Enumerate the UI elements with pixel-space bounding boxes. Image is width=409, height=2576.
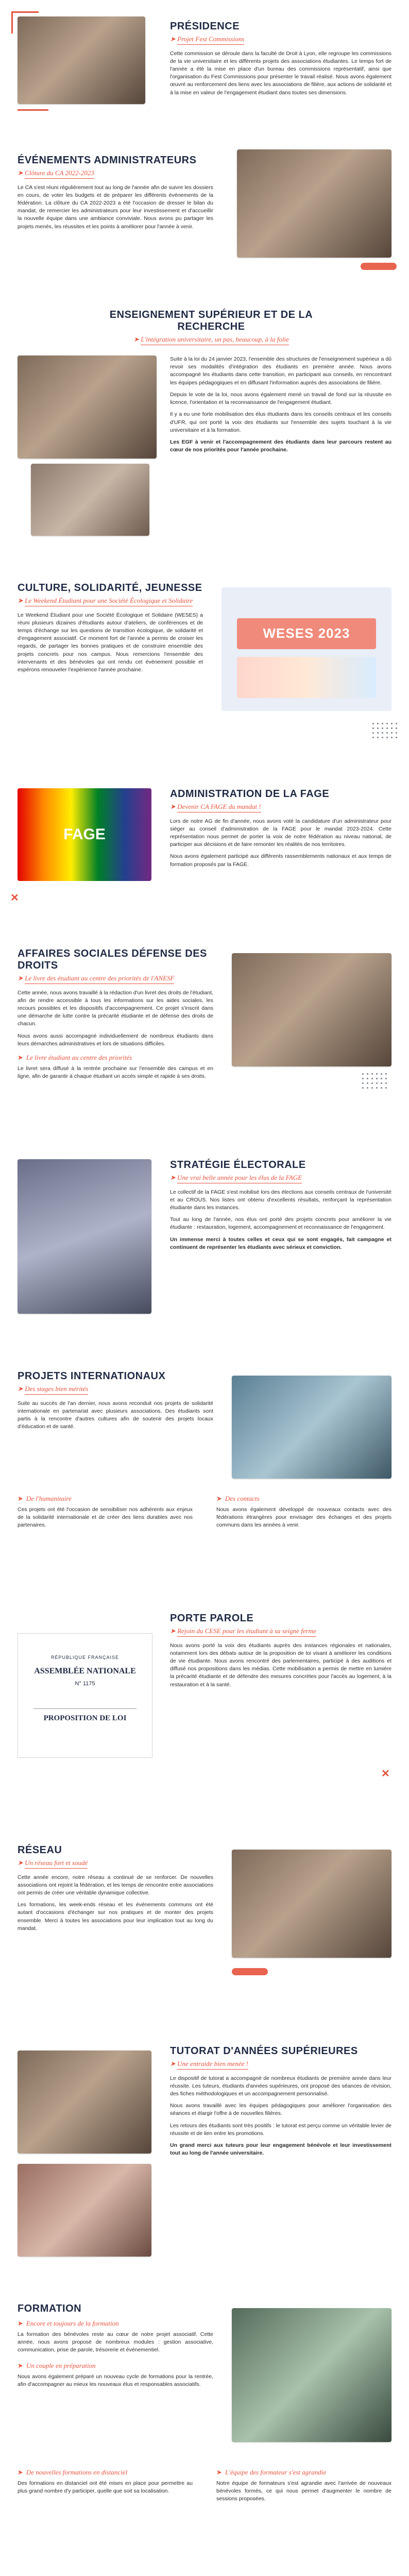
doc-line-3: N° 1175	[75, 1680, 95, 1687]
presidence-title: PRÉSIDENCE	[170, 21, 240, 32]
section-formation	[0, 2298, 409, 2576]
affaires-title: AFFAIRES SOCIALES DÉFENSE DES DROITS	[18, 948, 207, 971]
tutorat-body-4: Un grand merci aux tuteurs pour leur engagement bénévole et leur investissement tout au long de l'année universitaire.	[170, 2142, 391, 2157]
evenements-body: Le CA s'est réuni régulièrement tout au long de l'année afin de suivre les dossiers en cours, de voter les budgets et de préparer les différents événements de la fédération. La clôture du CA 2022-2023 a été l'occasion de dresser le bilan du mandat, de remercier les administrateurs pour leur investissement et d'accueillir la nouvelle équipe dans une ambiance conviviale. Nous avons pu partager les projets menés, les réussites et les points à améliorer pour l'année à venir.	[18, 184, 213, 230]
evenements-subtitle-text: Clôture du CA 2022-2023	[25, 168, 94, 179]
evenements-photo	[237, 149, 391, 258]
section-tutorat	[0, 2040, 409, 2282]
projets-subtitle-left-text: De l'humanitaire	[26, 1495, 72, 1502]
arrow-icon: ➤	[18, 2319, 23, 2327]
enseignement-body-3: Il y a eu une forte mobilisation des élus étudiants dans les conseils centraux et les conseils d'UFR, qui ont porté la voix des étudiants sur l'ensemble des sujets touchant à la vie universitaire et à la formation.	[170, 411, 391, 433]
decor-pill	[232, 1968, 268, 1975]
section-porte-parole	[0, 1602, 409, 1824]
formation-body-3: Des formations en distanciel ont été mises en place pour permettre au plus grand nombre d'y participer, quelle que soit sa localisation.	[18, 2480, 193, 2494]
reseau-subtitle-text: Un réseau fort et soudé	[25, 1858, 88, 1869]
presidence-body: Cette commission se déroule dans la faculté de Droit à Lyon, elle regroupe les commissions de la vie universitaire et les différents projets des associations étudiantes. Le temps fort de l'année a été la mise en place d'un bureau des commissions représentatif, ainsi que l'organisation du Fest Commissions pour présenter le travail réalisé. Nous avons également œuvré au renforcement des liens avec les associations de filière, aux actions de solidarité et à la mise en valeur de l'engagement étudiant dans toutes ses dimensions.	[170, 50, 391, 96]
tutorat-subtitle-text: Une entraide bien menée !	[177, 2059, 248, 2070]
tutorat-photo-1	[18, 2050, 151, 2154]
doc-line-1: RÉPUBLIQUE FRANÇAISE	[50, 1655, 120, 1660]
electorale-subtitle-text: Une vrai belle année pour les élus de la FAGE	[177, 1173, 302, 1183]
enseignement-body-4: Les EGF à venir et l'accompagnement des étudiants dans leur parcours restent au cœur de nos priorités pour l'année prochaine.	[170, 438, 391, 453]
doc-line-4: PROPOSITION DE LOI	[33, 1708, 137, 1723]
projets-photo	[232, 1376, 391, 1479]
admin-subtitle	[170, 802, 391, 812]
section-presidence	[0, 0, 409, 129]
weses-banner-illustration	[237, 657, 376, 698]
admin-title: ADMINISTRATION DE LA FAGE	[170, 788, 330, 800]
evenements-title: ÉVÉNEMENTS ADMINISTRATEURS	[18, 155, 197, 166]
fage-rainbow-image	[18, 788, 151, 881]
arrow-icon: ➤	[216, 1495, 222, 1502]
formation-subtitle-2	[18, 2361, 213, 2370]
enseignement-subtitle-text: L'intégration universitaire, un pas, beaucoup, à la folie	[141, 335, 289, 345]
section-enseignement	[0, 309, 409, 551]
arrow-icon: ➤	[170, 35, 178, 43]
enseignement-title: ENSEIGNEMENT SUPÉRIEUR ET DE LA RECHERCHE	[109, 309, 313, 332]
projets-subtitle-right	[216, 1494, 391, 1503]
affaires-photo	[232, 953, 391, 1066]
formation-subtitle-3	[18, 2468, 193, 2477]
reseau-title: RÉSEAU	[18, 1844, 62, 1856]
decor-x-icon: ✕	[381, 1768, 390, 1780]
arrow-icon: ➤	[18, 2362, 23, 2370]
tutorat-body-3: Les retours des étudiants sont très positifs : le tutorat est perçu comme un véritable levier de réussite et de lien entre les promotions.	[170, 2122, 391, 2137]
section-reseau	[0, 1839, 409, 2025]
arrow-icon: ➤	[18, 1054, 23, 1062]
formation-body-4: Notre équipe de formateurs s'est agrandie avec l'arrivée de nouveaux bénévoles formés, ce qui nous permet d'augmenter le nombre de sessions proposées.	[216, 2480, 391, 2502]
formation-subtitle-3-text: De nouvelles formations en distanciel	[26, 2468, 128, 2476]
formation-subtitle-1	[18, 2319, 213, 2328]
reseau-subtitle	[18, 1858, 213, 1869]
enseignement-photo-2	[31, 464, 149, 536]
affaires-subtitle-1	[18, 974, 213, 984]
arrow-icon: ➤	[18, 2468, 23, 2476]
tutorat-subtitle	[170, 2059, 391, 2070]
arrow-icon: ➤	[18, 1385, 25, 1393]
projets-title: PROJETS INTERNATIONAUX	[18, 1370, 166, 1382]
formation-subtitle-4	[216, 2468, 391, 2477]
decor-pill	[361, 263, 397, 270]
projets-body-2: Ces projets ont été l'occasion de sensibiliser nos adhérents aux enjeux de la solidarité internationale et de créer des liens durables avec nos partenaires.	[18, 1506, 193, 1528]
assemblee-document-image	[18, 1633, 152, 1758]
presidence-subtitle-text: Projet Fest Commissions	[177, 35, 244, 45]
arrow-icon: ➤	[18, 1495, 23, 1502]
section-projets	[0, 1365, 409, 1587]
arrow-icon: ➤	[170, 2060, 178, 2067]
formation-subtitle-4-text: L'équipe des formateur s'est agrandie	[225, 2468, 327, 2476]
section-culture	[0, 572, 409, 768]
reseau-body-2: Les formations, les week-ends réseau et les événements communs ont été autant d'occasions d'échanger sur nos pratiques et de monter des projets ensemble. Merci à toutes les associations pour leur implication tout au long du mandat.	[18, 1902, 213, 1931]
projets-subtitle-left	[18, 1494, 193, 1503]
formation-title: FORMATION	[18, 2303, 82, 2314]
formation-photo	[232, 2308, 391, 2442]
arrow-icon: ➤	[18, 1859, 25, 1867]
porte-parole-subtitle	[170, 1626, 391, 1637]
projets-subtitle	[18, 1384, 213, 1395]
formation-body-2: Nous avons également préparé un nouveau cycle de formations pour la rentrée, afin d'accompagner au mieux les nouveaux élus et responsables associatifs.	[18, 2373, 213, 2387]
culture-subtitle	[18, 596, 203, 606]
arrow-icon: ➤	[170, 1627, 178, 1635]
fage-logo-text: FAGE	[63, 826, 106, 843]
arrow-icon: ➤	[216, 2468, 222, 2476]
affaires-body-2: Nous avons aussi accompagné individuellement de nombreux étudiants dans leurs démarches administratives et lors de situations difficiles.	[18, 1032, 213, 1047]
enseignement-body-1: Suite à la loi du 24 janvier 2023, l'ensemble des structures de l'enseignement supérieur a dû revoir ses modalités d'intégration des étudiants en première année. Nous avons accompagné les étudiants dans cette transition, en participant aux conseils, en rencontrant les équipes pédagogiques et en diffusant l'information auprès des associations de filière.	[170, 356, 391, 386]
enseignement-photo-1	[18, 355, 157, 459]
affaires-subtitle-2	[18, 1053, 213, 1062]
weses-banner	[221, 587, 391, 711]
weses-banner-text: WESES 2023	[237, 618, 376, 649]
electorale-title: STRATÉGIE ÉLECTORALE	[170, 1159, 306, 1171]
affaires-subtitle-1-text: Le livre des étudiant au centre des priorités de l'ANESF	[25, 974, 174, 984]
electorale-subtitle	[170, 1173, 391, 1183]
arrow-icon: ➤	[18, 974, 25, 982]
reseau-body-1: Cette année encore, notre réseau a continué de se renforcer. De nouvelles associations ont rejoint la fédération, et les temps de rencontre entre associations ont permis de créer une véritable dynamique collective.	[18, 1874, 213, 1896]
arrow-icon: ➤	[18, 597, 25, 604]
porte-parole-body: Nous avons porté la voix des étudiants auprès des instances régionales et nationales, notamment lors des débats autour de la proposition de loi visant à améliorer les conditions de vie étudiante. Nous avons rencontré des parlementaires, participé à des auditions et diffusé nos propositions dans les médias. Cette mobilisation a permis de mettre en lumière la précarité étudiante et de défendre des mesures concrètes pour l'accès au logement, à la restauration et à la santé.	[170, 1642, 391, 1688]
formation-subtitle-1-text: Encore et toujours de la formation	[26, 2319, 119, 2327]
projets-subtitle-text: Des stages bien mérités	[25, 1384, 88, 1395]
electorale-body-2: Tout au long de l'année, nos élus ont porté des projets concrets pour améliorer la vie étudiante : restauration, logement, accompagnement et reconnaissance de l'engagement.	[170, 1216, 391, 1231]
formation-body-1: La formation des bénévoles reste au cœur de notre projet associatif. Cette année, nous avons proposé de nombreux modules : gestion associative, communication, prise de parole, trésorerie et événementiel.	[18, 2331, 213, 2353]
projets-subtitle-right-text: Des contacts	[225, 1495, 260, 1502]
electorale-photo	[18, 1159, 151, 1314]
section-affaires	[0, 943, 409, 1139]
section-evenements	[0, 144, 409, 299]
arrow-icon: ➤	[133, 335, 141, 343]
culture-title: CULTURE, SOLIDARITÉ, JEUNESSE	[18, 582, 202, 594]
formation-subtitle-2-text: Un couple en préparation	[26, 2362, 96, 2370]
porte-parole-subtitle-text: Rejoin du CESE pour les étudiant à sa seigne ferme	[177, 1626, 316, 1637]
arrow-icon: ➤	[170, 803, 178, 810]
arrow-icon: ➤	[170, 1174, 178, 1181]
section-admin	[0, 778, 409, 933]
presidence-subtitle	[170, 35, 391, 45]
reseau-photo	[232, 1850, 391, 1958]
decor-dots	[361, 1072, 388, 1090]
evenements-subtitle	[18, 168, 213, 179]
doc-line-2: ASSEMBLÉE NATIONALE	[34, 1667, 136, 1676]
porte-parole-title: PORTE PAROLE	[170, 1613, 254, 1624]
decor-x-icon: ✕	[10, 892, 19, 904]
affaires-body-1: Cette année, nous avons travaillé à la rédaction d'un livret des droits de l'étudiant, afin de rendre accessible à tous les informations sur les aides sociales, les recours possibles et les dispositifs d'accompagnement. Ce projet s'inscrit dans une démarche de lutte contre la précarité étudiante et de défense des droits de chacun.	[18, 989, 213, 1027]
affaires-subtitle-2-text: Le livre étudiant au centre des priorités	[26, 1054, 132, 1062]
tutorat-title: TUTORAT D'ANNÉES SUPÉRIEURES	[170, 2045, 358, 2057]
enseignement-subtitle	[103, 335, 319, 345]
tutorat-body-2: Nous avons travaillé avec les équipes pédagogiques pour améliorer l'organisation des séances et élargir l'offre à de nouvelles filières.	[170, 2103, 391, 2117]
culture-body: Le Weekend Étudiant pour une Société Écologique et Solidaire (WESES) a réuni plusieurs dizaines d'étudiants autour d'ateliers, de conférences et de temps d'échange sur les questions de transition écologique, de solidarité et d'engagement associatif. Ce moment fort de l'année a permis de croiser les regards, de partager les bonnes pratiques et de construire ensemble des projets concrets pour nos campus. Nous remercions l'ensemble des intervenants et des bénévoles qui ont rendu cet événement possible et espérons renouveler l'expérience l'année prochaine.	[18, 612, 203, 673]
arrow-icon: ➤	[18, 169, 25, 177]
decor-corner	[11, 11, 39, 33]
tutorat-body-1: Le dispositif de tutorat a accompagné de nombreux étudiants de première année dans leur réussite. Les tuteurs, étudiants d'années supérieures, ont proposé des séances de révision, des fiches méthodologiques et un accompagnement personnalisé.	[170, 2075, 391, 2097]
decor-bar	[18, 109, 48, 111]
admin-body-2: Nous avons également participé aux différents rassemblements nationaux et aux temps de formation proposés par la FAGE.	[170, 853, 391, 868]
admin-subtitle-text: Devenir CA FAGE du mandat !	[177, 802, 261, 812]
electorale-body-3: Un immense merci à toutes celles et ceux qui se sont engagés, fait campagne et continuent de représenter les étudiants avec sérieux et conviction.	[170, 1236, 391, 1250]
decor-dots	[371, 721, 399, 740]
projets-body-3: Nous avons également développé de nouveaux contacts avec des fédérations étrangères pour envisager des échanges et des projets communs dans les années à venir.	[216, 1506, 391, 1528]
admin-body-1: Lors de notre AG de fin d'année, nous avons voté la candidature d'un administrateur pour siéger au conseil d'administration de la FAGE pour le mandat 2023-2024. Cette représentation nous permet de porter la voix de notre fédération au niveau national, de participer aux décisions et de faire remonter les réalités de nos territoires.	[170, 818, 391, 848]
enseignement-body-2: Depuis le vote de la loi, nous avons également mené un travail de fond sur la réussite en licence, l'orientation et la reconnaissance de l'engagement étudiant.	[170, 391, 391, 406]
electorale-body-1: Le collectif de la FAGE s'est mobilisé lors des élections aux conseils centraux de l'université et au CROUS. Nos listes ont obtenu d'excellents résultats, renforçant la représentation étudiante dans les instances.	[170, 1189, 391, 1211]
projets-body-1: Suite au succès de l'an dernier, nous avons reconduit nos projets de solidarité internationale en partenariat avec plusieurs associations. Des étudiants sont partis à la rencontre d'autres cultures afin de soutenir des projets locaux d'éducation et de santé.	[18, 1400, 213, 1430]
culture-subtitle-text: Le Weekend Étudiant pour une Société Écologique et Solidaire	[25, 596, 193, 606]
tutorat-photo-2	[18, 2164, 151, 2257]
section-electorale	[0, 1149, 409, 1355]
affaires-body-3: Le livret sera diffusé à la rentrée prochaine sur l'ensemble des campus et en ligne, afin de garantir à chaque étudiant un accès simple et rapide à ses droits.	[18, 1065, 213, 1079]
